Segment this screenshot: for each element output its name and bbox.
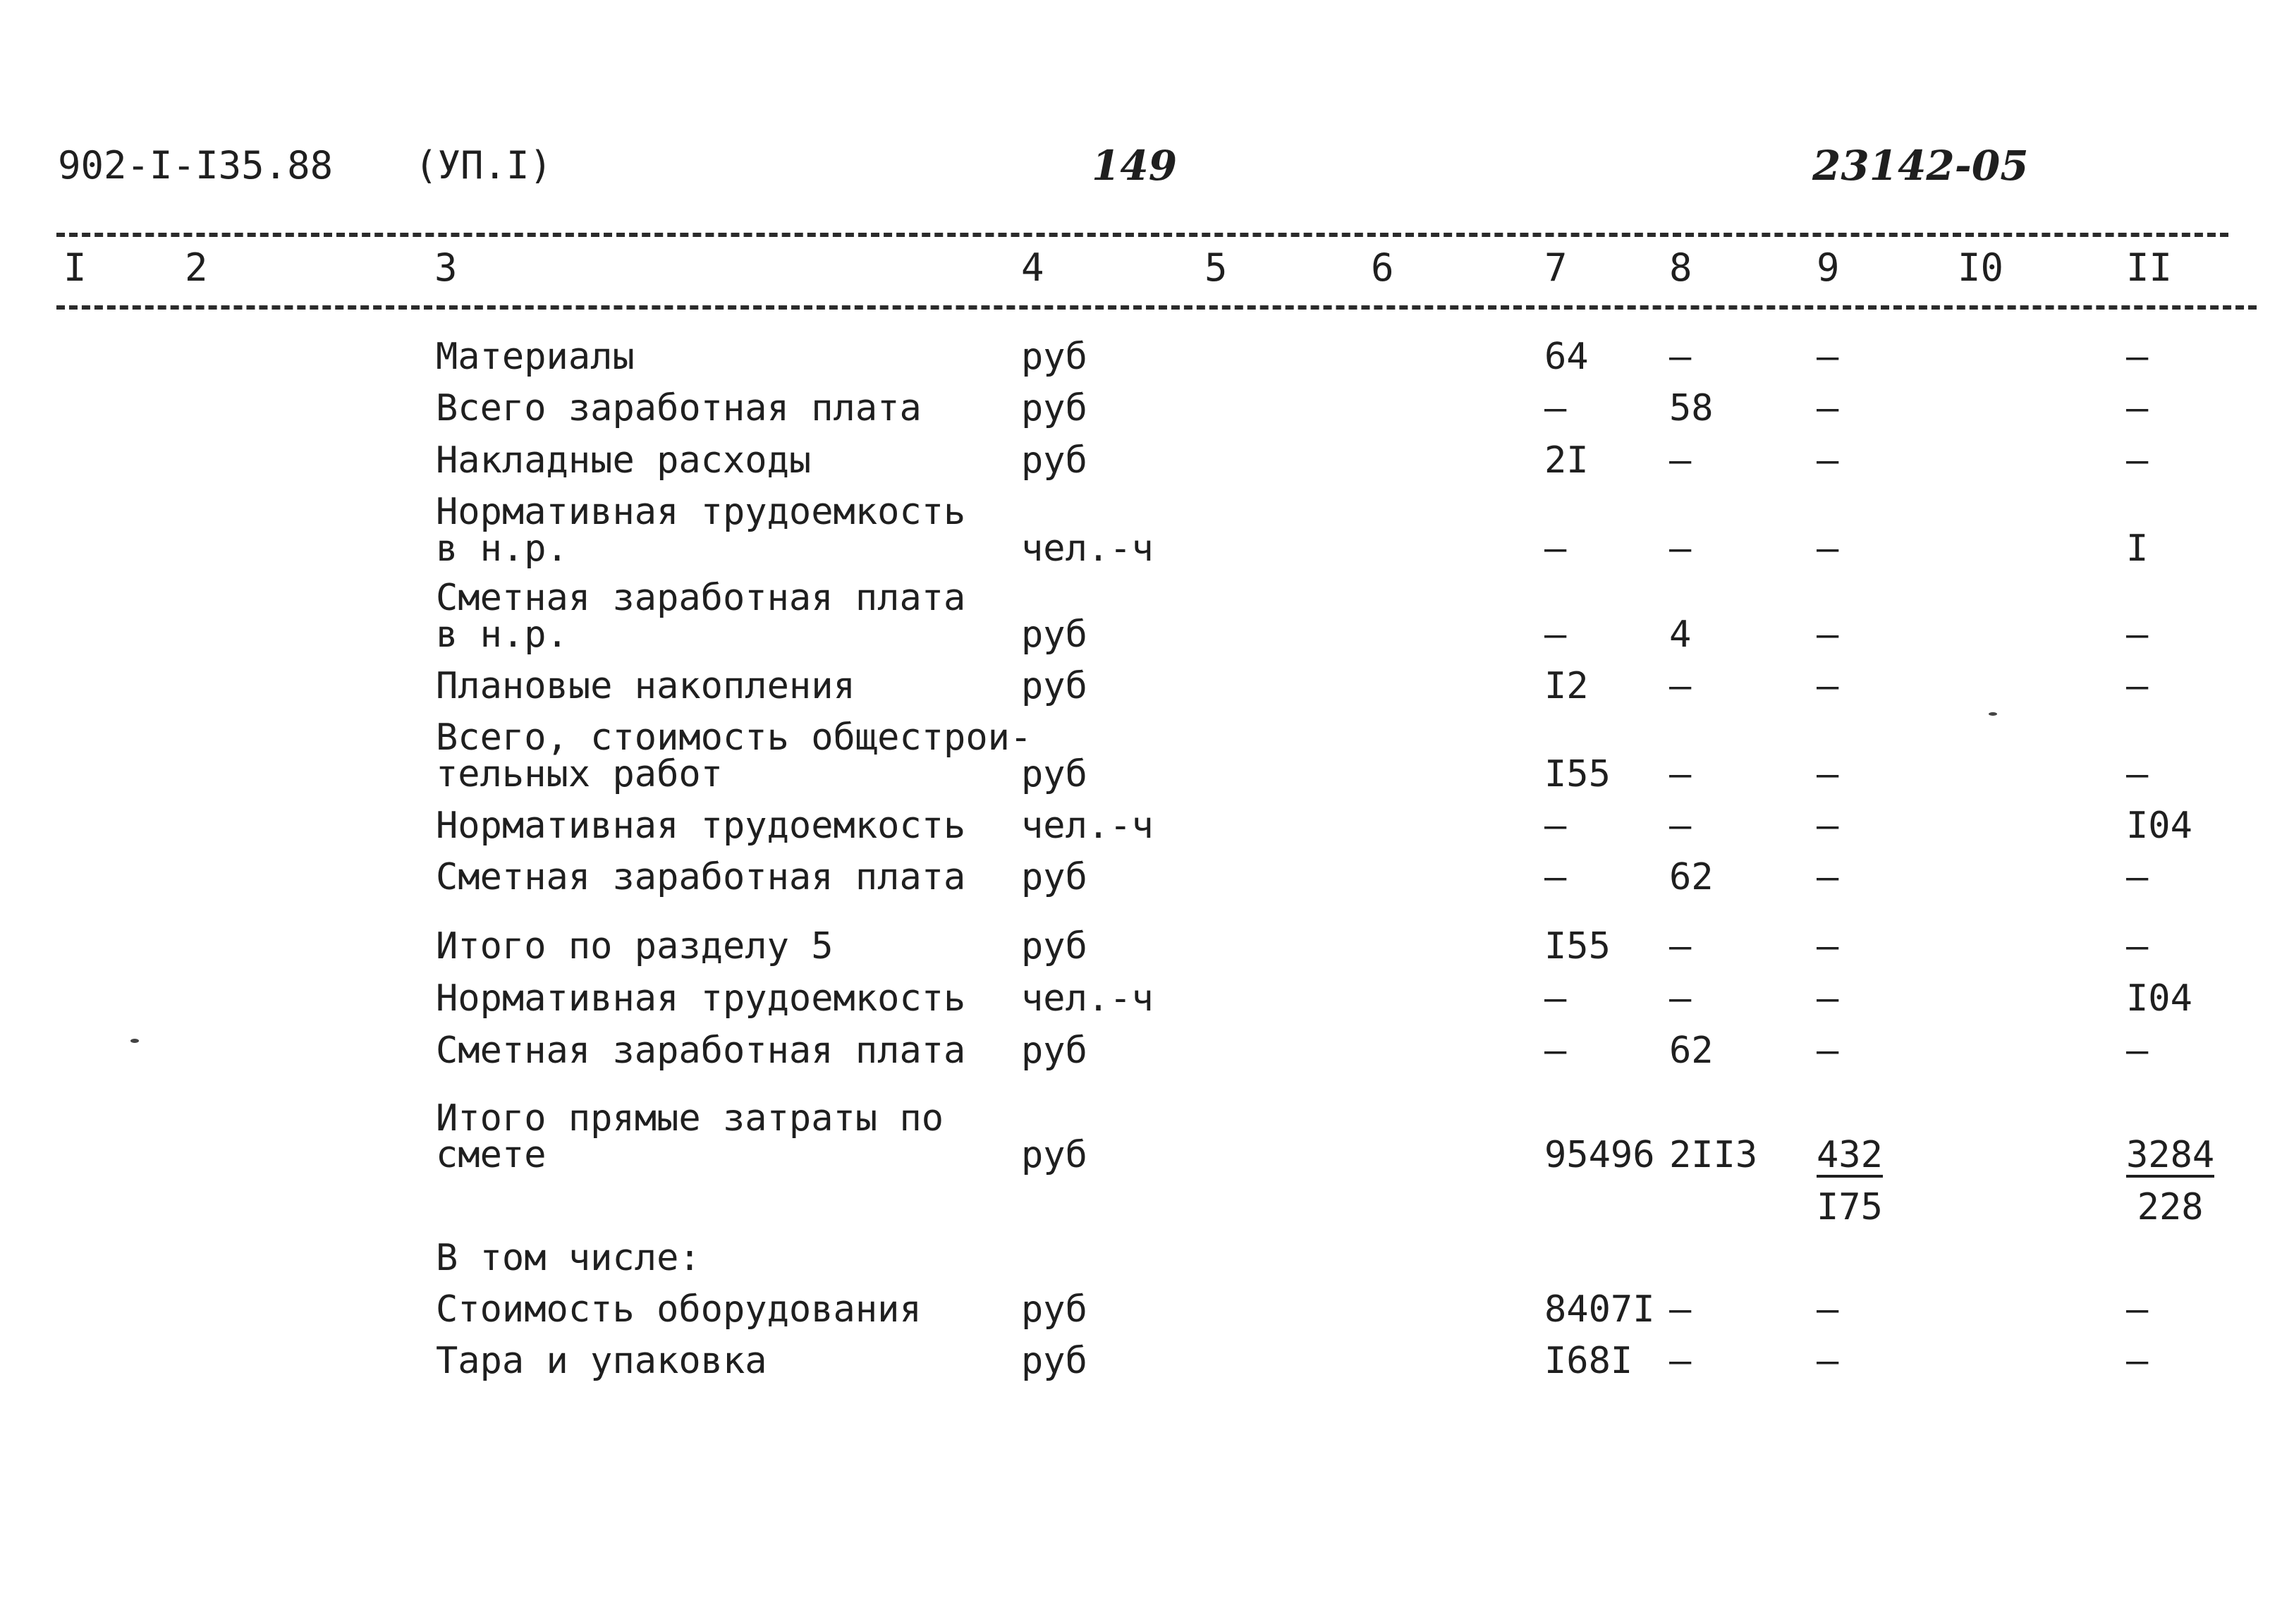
row-col7: 8407I xyxy=(1544,1288,1655,1331)
row-description: Плановые накопления xyxy=(436,665,855,707)
row-unit: руб xyxy=(1021,856,1087,898)
row-col8: – xyxy=(1669,336,1692,378)
row-col9: – xyxy=(1817,527,1839,570)
row-col7: – xyxy=(1544,977,1567,1020)
row-col8: 62 xyxy=(1669,1030,1714,1072)
column-number: 2 xyxy=(185,245,208,290)
row-col9-fraction xyxy=(1817,1134,1883,1228)
row-description: Тара и упаковка xyxy=(436,1340,767,1382)
column-number: 7 xyxy=(1544,245,1568,290)
row-unit: руб xyxy=(1021,439,1087,482)
row-description: Нормативная трудоемкость xyxy=(436,805,966,847)
row-col8: – xyxy=(1669,805,1692,847)
row-col9: – xyxy=(1817,665,1839,707)
scan-speck xyxy=(1989,712,1997,716)
row-col11: – xyxy=(2126,1288,2149,1331)
row-col7: 64 xyxy=(1544,336,1589,378)
column-number: II xyxy=(2126,245,2173,290)
scan-speck xyxy=(130,1039,139,1043)
row-col7: I55 xyxy=(1544,753,1611,795)
row-col7: – xyxy=(1544,613,1567,656)
row-unit: руб xyxy=(1021,336,1087,378)
row-description: Накладные расходы xyxy=(436,439,812,482)
row-col8: 62 xyxy=(1669,856,1714,898)
row-description: Сметная заработная плата xyxy=(436,1030,966,1072)
row-description: Итого прямые затраты по смете xyxy=(436,1097,944,1176)
row-col7: – xyxy=(1544,856,1567,898)
row-col9: – xyxy=(1817,387,1839,429)
row-col7: – xyxy=(1544,387,1567,429)
row-unit: руб xyxy=(1021,753,1087,795)
row-unit: чел.-ч xyxy=(1021,527,1154,570)
column-number: 6 xyxy=(1371,245,1394,290)
row-unit: руб xyxy=(1021,387,1087,429)
row-unit: руб xyxy=(1021,1340,1087,1382)
row-col7: 2I xyxy=(1544,439,1589,482)
page-number: 149 xyxy=(1092,142,1178,190)
row-col11: – xyxy=(2126,336,2149,378)
row-col9: – xyxy=(1817,1030,1839,1072)
row-description: В том числе: xyxy=(436,1237,701,1279)
row-col8: – xyxy=(1669,665,1692,707)
row-description: Сметная заработная плата xyxy=(436,856,966,898)
row-col11: I04 xyxy=(2126,977,2192,1020)
row-col11: – xyxy=(2126,856,2149,898)
fraction-denominator: 228 xyxy=(2137,1186,2204,1228)
row-col9: – xyxy=(1817,805,1839,847)
row-description: Стоимость оборудования xyxy=(436,1288,922,1331)
row-col8: 58 xyxy=(1669,387,1714,429)
row-col11: – xyxy=(2126,1030,2149,1072)
row-col7: I55 xyxy=(1544,925,1611,967)
row-col8: – xyxy=(1669,1288,1692,1331)
row-unit: руб xyxy=(1021,665,1087,707)
row-unit: чел.-ч xyxy=(1021,805,1154,847)
column-number: 3 xyxy=(434,245,458,290)
row-col8: 4 xyxy=(1669,613,1692,656)
row-description: Всего заработная плата xyxy=(436,387,922,429)
column-number: I xyxy=(63,245,87,290)
row-col7: I2 xyxy=(1544,665,1589,707)
row-col9: – xyxy=(1817,1288,1839,1331)
column-number: 9 xyxy=(1817,245,1840,290)
row-col8: – xyxy=(1669,439,1692,482)
row-col7: – xyxy=(1544,527,1567,570)
row-unit: руб xyxy=(1021,1134,1087,1176)
row-col9: – xyxy=(1817,336,1839,378)
row-unit: руб xyxy=(1021,1288,1087,1331)
row-col11: – xyxy=(2126,753,2149,795)
row-unit: руб xyxy=(1021,613,1087,656)
column-number: I0 xyxy=(1958,245,2004,290)
row-col11: – xyxy=(2126,387,2149,429)
row-col8: – xyxy=(1669,1340,1692,1382)
row-description: Нормативная трудоемкость xyxy=(436,977,966,1020)
row-description: Материалы xyxy=(436,336,635,378)
row-col11: I04 xyxy=(2126,805,2192,847)
row-description: Всего, стоимость общестрои- тельных работ xyxy=(436,716,1032,795)
registration-number: 23142-05 xyxy=(1812,142,2029,190)
row-col9: – xyxy=(1817,753,1839,795)
row-col9: – xyxy=(1817,977,1839,1020)
row-col7: I68I xyxy=(1544,1340,1633,1382)
row-col7: 95496 xyxy=(1544,1134,1655,1176)
row-col11: – xyxy=(2126,665,2149,707)
row-col7: – xyxy=(1544,1030,1567,1072)
row-col11: – xyxy=(2126,439,2149,482)
column-number: 8 xyxy=(1669,245,1692,290)
row-col11: – xyxy=(2126,1340,2149,1382)
column-number: 5 xyxy=(1204,245,1228,290)
row-col8: – xyxy=(1669,527,1692,570)
row-description: Итого по разделу 5 xyxy=(436,925,834,967)
column-number: 4 xyxy=(1021,245,1044,290)
row-col8: 2II3 xyxy=(1669,1134,1758,1176)
row-col11: I xyxy=(2126,527,2149,570)
row-col9: – xyxy=(1817,1340,1839,1382)
row-unit: руб xyxy=(1021,1030,1087,1072)
row-col8: – xyxy=(1669,925,1692,967)
row-col11-fraction xyxy=(2126,1134,2215,1228)
row-unit: руб xyxy=(1021,925,1087,967)
row-col9: – xyxy=(1817,439,1839,482)
row-unit: чел.-ч xyxy=(1021,977,1154,1020)
row-col7: – xyxy=(1544,805,1567,847)
row-col9: – xyxy=(1817,856,1839,898)
row-col9: – xyxy=(1817,925,1839,967)
row-description: Сметная заработная плата в н.р. xyxy=(436,577,966,656)
document-code: 902-I-I35.88 xyxy=(58,143,334,188)
fraction-denominator: I75 xyxy=(1817,1186,1883,1228)
row-col8: – xyxy=(1669,977,1692,1020)
fraction-numerator: 432 xyxy=(1817,1134,1883,1176)
row-col9: – xyxy=(1817,613,1839,656)
row-description: Нормативная трудоемкость в н.р. xyxy=(436,491,966,570)
row-col11: – xyxy=(2126,613,2149,656)
section-code: (УП.I) xyxy=(415,143,553,188)
fraction-numerator: 3284 xyxy=(2126,1134,2215,1176)
row-col11: – xyxy=(2126,925,2149,967)
row-col8: – xyxy=(1669,753,1692,795)
